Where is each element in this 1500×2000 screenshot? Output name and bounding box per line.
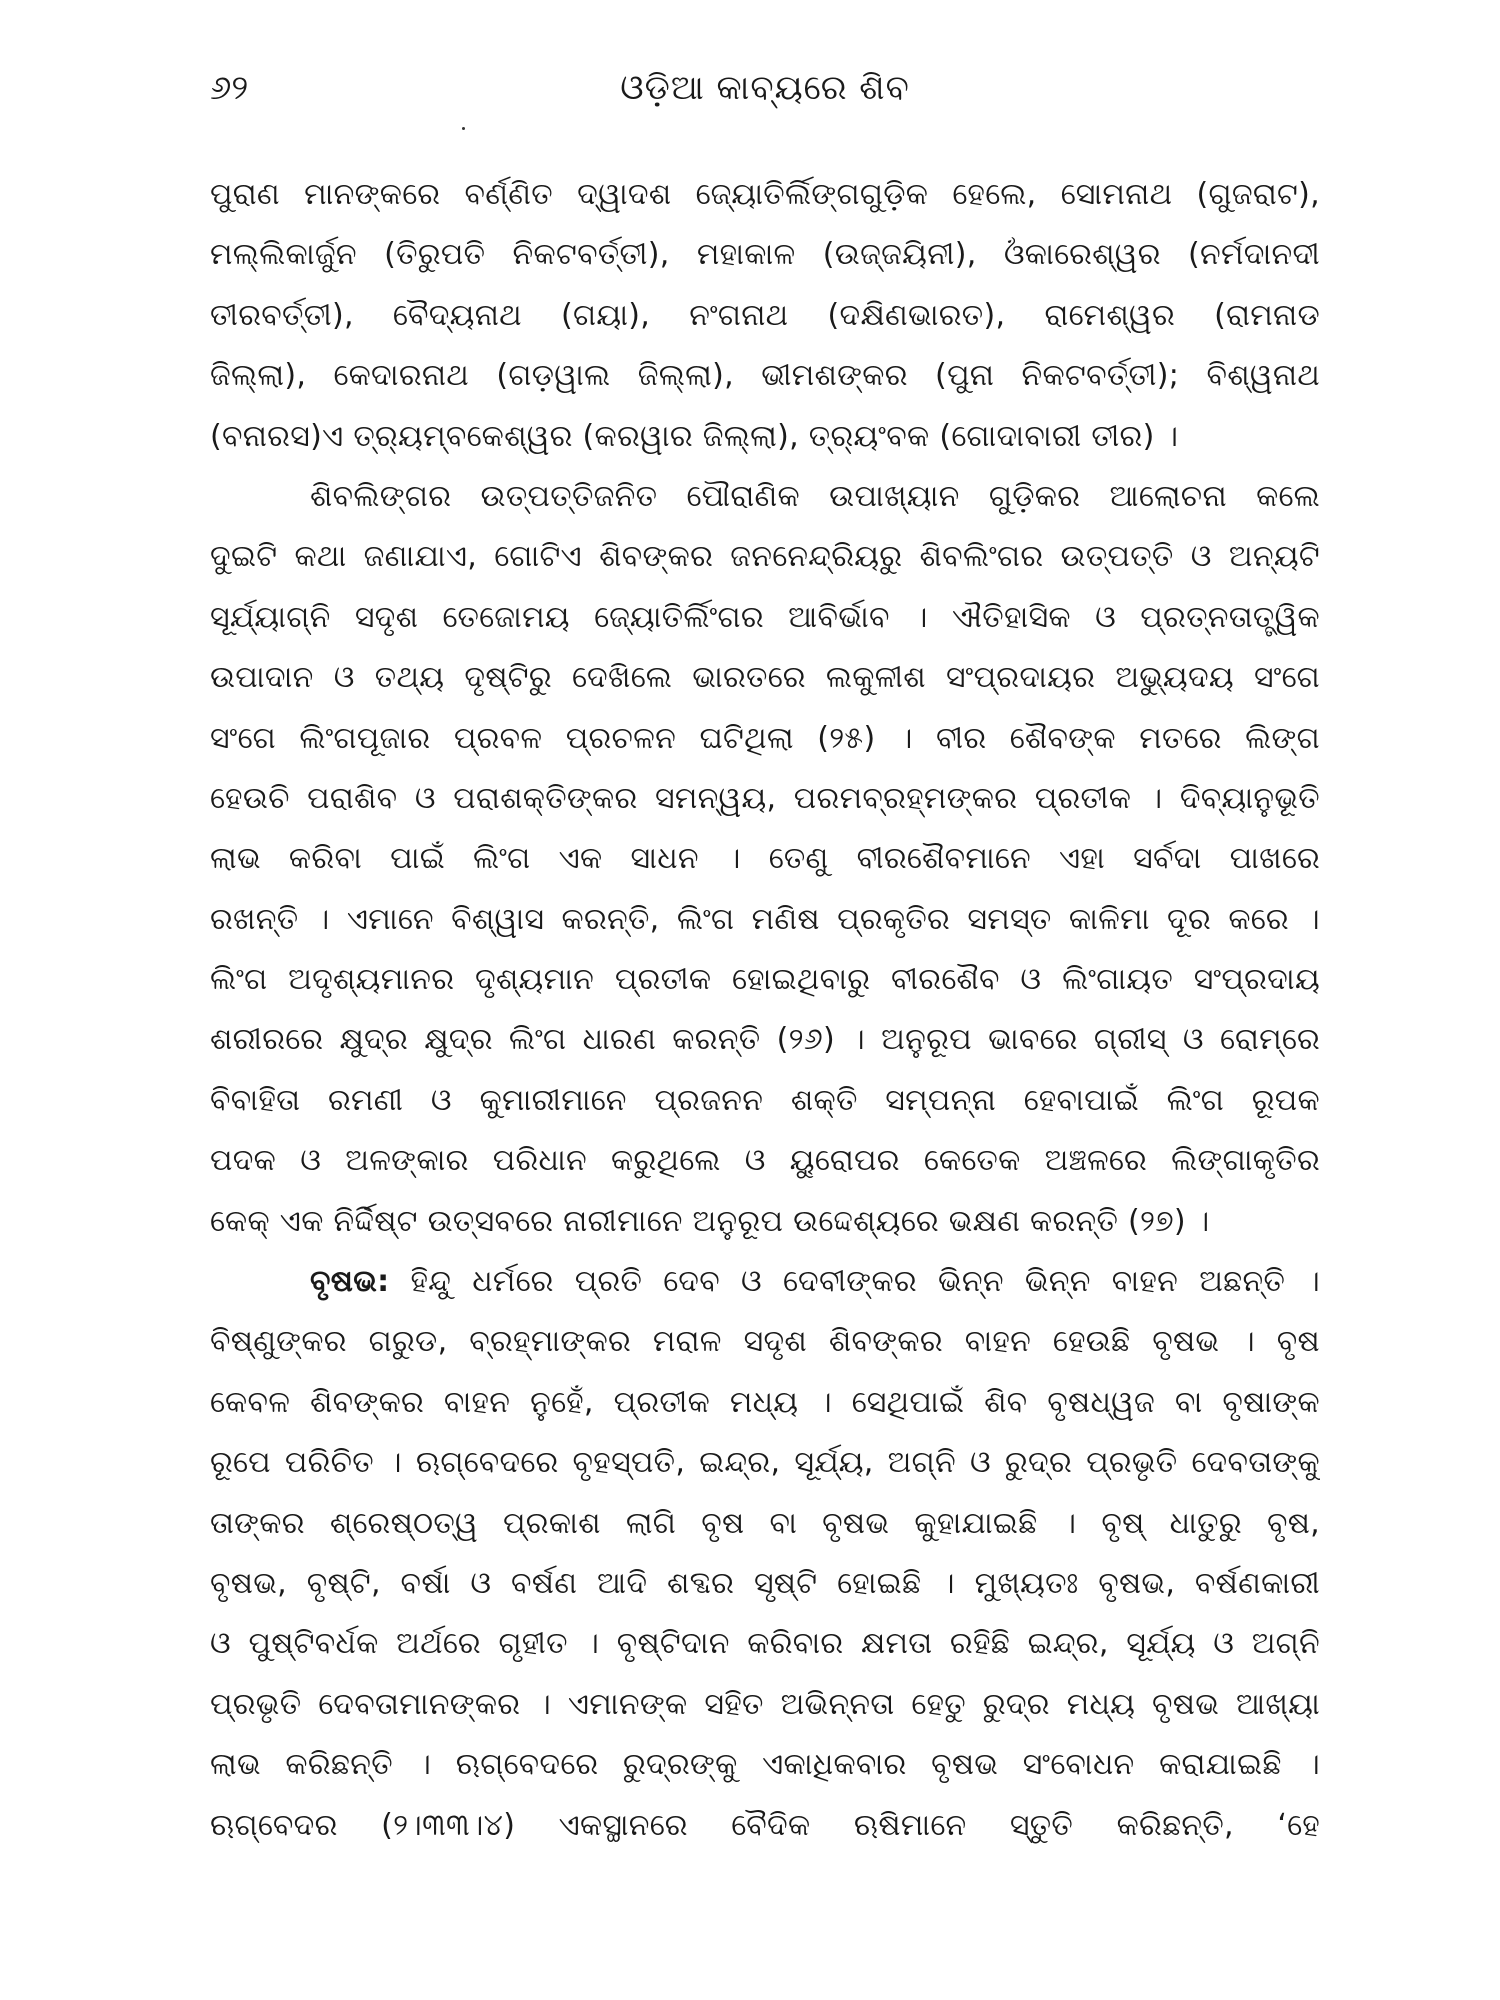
text-line: ଋଗ୍‌ବେଦର (୨।୩୩।୪) ଏକସ୍ଥାନରେ ବୈଦିକ ଋଷିମାନେ ସ୍ତୁତି କରିଛନ୍ତି, ‘ହେ bbox=[210, 1807, 1320, 1843]
text-line: ପୁରାଣ ମାନଙ୍କରେ ବର୍ଣ୍ଣିତ ଦ୍ୱାଦଶ ଜ୍ୟୋତିର୍ଲିଙ୍ଗଗୁଡ଼ିକ ହେଲେ, ସୋମନାଥ (ଗୁଜରାଟ), bbox=[210, 177, 1320, 212]
text-line: ମଲ୍ଲିକାର୍ଜୁନ (ତିରୁପତି ନିକଟବର୍ତ୍ତୀ), ମହାକାଳ (ଉଜ୍ଜୟିନୀ), ଓଁକାରେଶ୍ୱର (ନର୍ମଦାନଦୀ bbox=[210, 237, 1320, 273]
text-line: ପ୍ରଭୃତି ଦେବତାମାନଙ୍କର । ଏମାନଙ୍କ ସହିତ ଅଭିନ୍ନତା ହେତୁ ରୁଦ୍ର ମଧ୍ୟ ବୃଷଭ ଆଖ୍ୟା bbox=[210, 1686, 1320, 1722]
text-line: ପଦକ ଓ ଅଳଙ୍କାର ପରିଧାନ କରୁଥିଲେ ଓ ୟୁରୋପର କେତେକ ଅଞ୍ଚଳରେ ଲିଙ୍ଗାକୃତିର bbox=[210, 1143, 1320, 1179]
text-line: ହେଉଚି ପରାଶିବ ଓ ପରାଶକ୍ତିଙ୍କର ସମନ୍ୱୟ, ପରମବ୍ରହ୍ମଙ୍କର ପ୍ରତୀକ । ଦିବ୍ୟାନୁଭୂତି bbox=[210, 780, 1320, 816]
text-line: ଓ ପୁଷ୍ଟିବର୍ଧକ ଅର୍ଥରେ ଗୃହୀତ । ବୃଷ୍ଟିଦାନ କରିବାର କ୍ଷମତା ରହିଛି ଇନ୍ଦ୍ର, ସୂର୍ଯ୍ୟ ଓ ଅଗ୍ନି bbox=[210, 1626, 1320, 1662]
text-line: ବିବାହିତା ରମଣୀ ଓ କୁମାରୀମାନେ ପ୍ରଜନନ ଶକ୍ତି ସମ୍ପନ୍ନା ହେବାପାଇଁ ଲିଂଗ ରୂପକ bbox=[210, 1082, 1320, 1118]
text-fragment: ହିନ୍ଦୁ ଧର୍ମରେ ପ୍ରତି ଦେବ ଓ ଦେବୀଙ୍କର ଭିନ୍ନ ଭିନ୍ନ ବାହନ ଅଛନ୍ତି । bbox=[410, 1264, 1320, 1300]
text-line: ଲାଭ କରିଛନ୍ତି । ଋଗ୍‌ବେଦରେ ରୁଦ୍ରଙ୍କୁ ଏକାଧିକବାର ବୃଷଭ ସଂବୋଧନ କରାଯାଇଛି । bbox=[210, 1747, 1320, 1783]
body-text bbox=[210, 165, 1320, 1856]
text-line: ଲାଭ କରିବା ପାଇଁ ଲିଂଗ ଏକ ସାଧନ । ତେଣୁ ବୀରଶୈବମାନେ ଏହା ସର୍ବଦା ପାଖରେ bbox=[210, 841, 1320, 877]
text-line: ଲିଂଗ ଅଦୃଶ୍ୟମାନର ଦୃଶ୍ୟମାନ ପ୍ରତୀକ ହୋଇଥିବାରୁ ବୀରଶୈବ ଓ ଲିଂଗାୟତ ସଂପ୍ରଦାୟ bbox=[210, 962, 1320, 998]
text-line: ତାଙ୍କର ଶ୍ରେଷ୍ଠତ୍ୱ ପ୍ରକାଶ ଲାଗି ବୃଷ ବା ବୃଷଭ କୁହାଯାଇଛି । ବୃଷ୍ ଧାତୁରୁ ବୃଷ, bbox=[210, 1505, 1320, 1541]
text-line: ବୃଷଭ, ବୃଷ୍ଟି, ବର୍ଷା ଓ ବର୍ଷଣ ଆଦି ଶବ୍ଦର ସୃଷ୍ଟି ହୋଇଛି । ମୁଖ୍ୟତଃ ବୃଷଭ, ବର୍ଷଣକାରୀ bbox=[210, 1565, 1320, 1601]
page-header bbox=[210, 58, 1320, 118]
section-heading-vrishabha: ବୃଷଭ: bbox=[310, 1264, 390, 1300]
text-line: ବିଷ୍ଣୁଙ୍କର ଗରୁଡ, ବ୍ରହ୍ମାଙ୍କର ମରାଳ ସଦୃଶ ଶିବଙ୍କର ବାହନ ହେଉଛି ବୃଷଭ । ବୃଷ bbox=[210, 1324, 1320, 1360]
text-line: (ବନାରସ)ଏ ତ୍ର୍ୟମ୍ବକେଶ୍ୱର (କରୱାର ଜିଲ୍ଲା), ତ୍ର୍ୟଂବକ (ଗୋଦାବାରୀ ତୀର) । bbox=[210, 418, 1179, 454]
paragraph-start-line bbox=[210, 1252, 1320, 1312]
text-line: ସଂଗେ ଲିଂଗପୂଜାର ପ୍ରବଳ ପ୍ରଚଳନ ଘଟିଥିଲା (୨୫) । ବୀର ଶୈବଙ୍କ ମତରେ ଲିଙ୍ଗ bbox=[210, 720, 1320, 756]
text-line: ଶରୀରରେ କ୍ଷୁଦ୍ର କ୍ଷୁଦ୍ର ଲିଂଗ ଧାରଣ କରନ୍ତି (୨୬) । ଅନୁରୂପ ଭାବରେ ଗ୍ରୀସ୍ ଓ ରୋମ୍‌ରେ bbox=[210, 1022, 1320, 1058]
print-speck bbox=[462, 127, 465, 130]
text-line: କେବଳ ଶିବଙ୍କର ବାହନ ନୁହେଁ, ପ୍ରତୀକ ମଧ୍ୟ । ସେଥିପାଇଁ ଶିବ ବୃଷଧ୍ୱଜ ବା ବୃଷାଙ୍କ bbox=[210, 1384, 1320, 1420]
text-line: କେକ୍ ଏକ ନିର୍ଦ୍ଦିଷ୍ଟ ଉତ୍ସବରେ ନାରୀମାନେ ଅନୁରୂପ ଉଦ୍ଦେଶ୍ୟରେ ଭକ୍ଷଣ କରନ୍ତି (୨୭) । bbox=[210, 1203, 1210, 1239]
text-line: ଜିଲ୍ଲା), କେଦାରନାଥ (ଗଡ଼ୱାଲ ଜିଲ୍ଲା), ଭୀମଶଙ୍କର (ପୁନା ନିକଟବର୍ତ୍ତୀ); ବିଶ୍ୱନାଥ bbox=[210, 358, 1320, 394]
text-line: ଦୁଇଟି କଥା ଜଣାଯାଏ, ଗୋଟିଏ ଶିବଙ୍କର ଜନନେନ୍ଦ୍ରିୟରୁ ଶିବଲିଂଗର ଉତ୍ପତ୍ତି ଓ ଅନ୍ୟଟି bbox=[210, 539, 1320, 575]
page-number: ୬୨ bbox=[210, 68, 249, 108]
text-line: ସୂର୍ଯ୍ୟାଗ୍ନି ସଦୃଶ ତେଜୋମୟ ଜ୍ୟୋତିର୍ଲିଂଗର ଆବିର୍ଭାବ । ଐତିହାସିକ ଓ ପ୍ରତ୍ନତାତ୍ତ୍ୱିକ bbox=[210, 599, 1320, 635]
text-line: ତୀରବର୍ତ୍ତୀ), ବୈଦ୍ୟନାଥ (ଗୟା), ନଂଗନାଥ (ଦକ୍ଷିଣଭାରତ), ରାମେଶ୍ୱର (ରାମନାଡ bbox=[210, 297, 1320, 333]
paragraph-start-line: ଶିବଲିଙ୍ଗର ଉତ୍ପତ୍ତିଜନିତ ପୌରାଣିକ ଉପାଖ୍ୟାନ ଗୁଡ଼ିକର ଆଲୋଚନା କଲେ bbox=[310, 478, 1320, 514]
text-line: ରଖନ୍ତି । ଏମାନେ ବିଶ୍ୱାସ କରନ୍ତି, ଲିଂଗ ମଣିଷ ପ୍ରକୃତିର ସମସ୍ତ କାଳିମା ଦୂର କରେ । bbox=[210, 901, 1320, 937]
running-title: ଓଡ଼ିଆ କାବ୍ୟରେ ଶିବ bbox=[620, 68, 910, 108]
text-line: ରୂପେ ପରିଚିତ । ଋଗ୍‌ବେଦରେ ବୃହସ୍ପତି, ଇନ୍ଦ୍ର, ସୂର୍ଯ୍ୟ, ଅଗ୍ନି ଓ ରୁଦ୍ର ପ୍ରଭୃତି ଦେବତାଙ୍କୁ bbox=[210, 1445, 1320, 1481]
text-line: ଉପାଦାନ ଓ ତଥ୍ୟ ଦୃଷ୍ଟିରୁ ଦେଖିଲେ ଭାରତରେ ଲକୁଳୀଶ ସଂପ୍ରଦାୟର ଅଭ୍ୟୁଦୟ ସଂଗେ bbox=[210, 660, 1320, 696]
